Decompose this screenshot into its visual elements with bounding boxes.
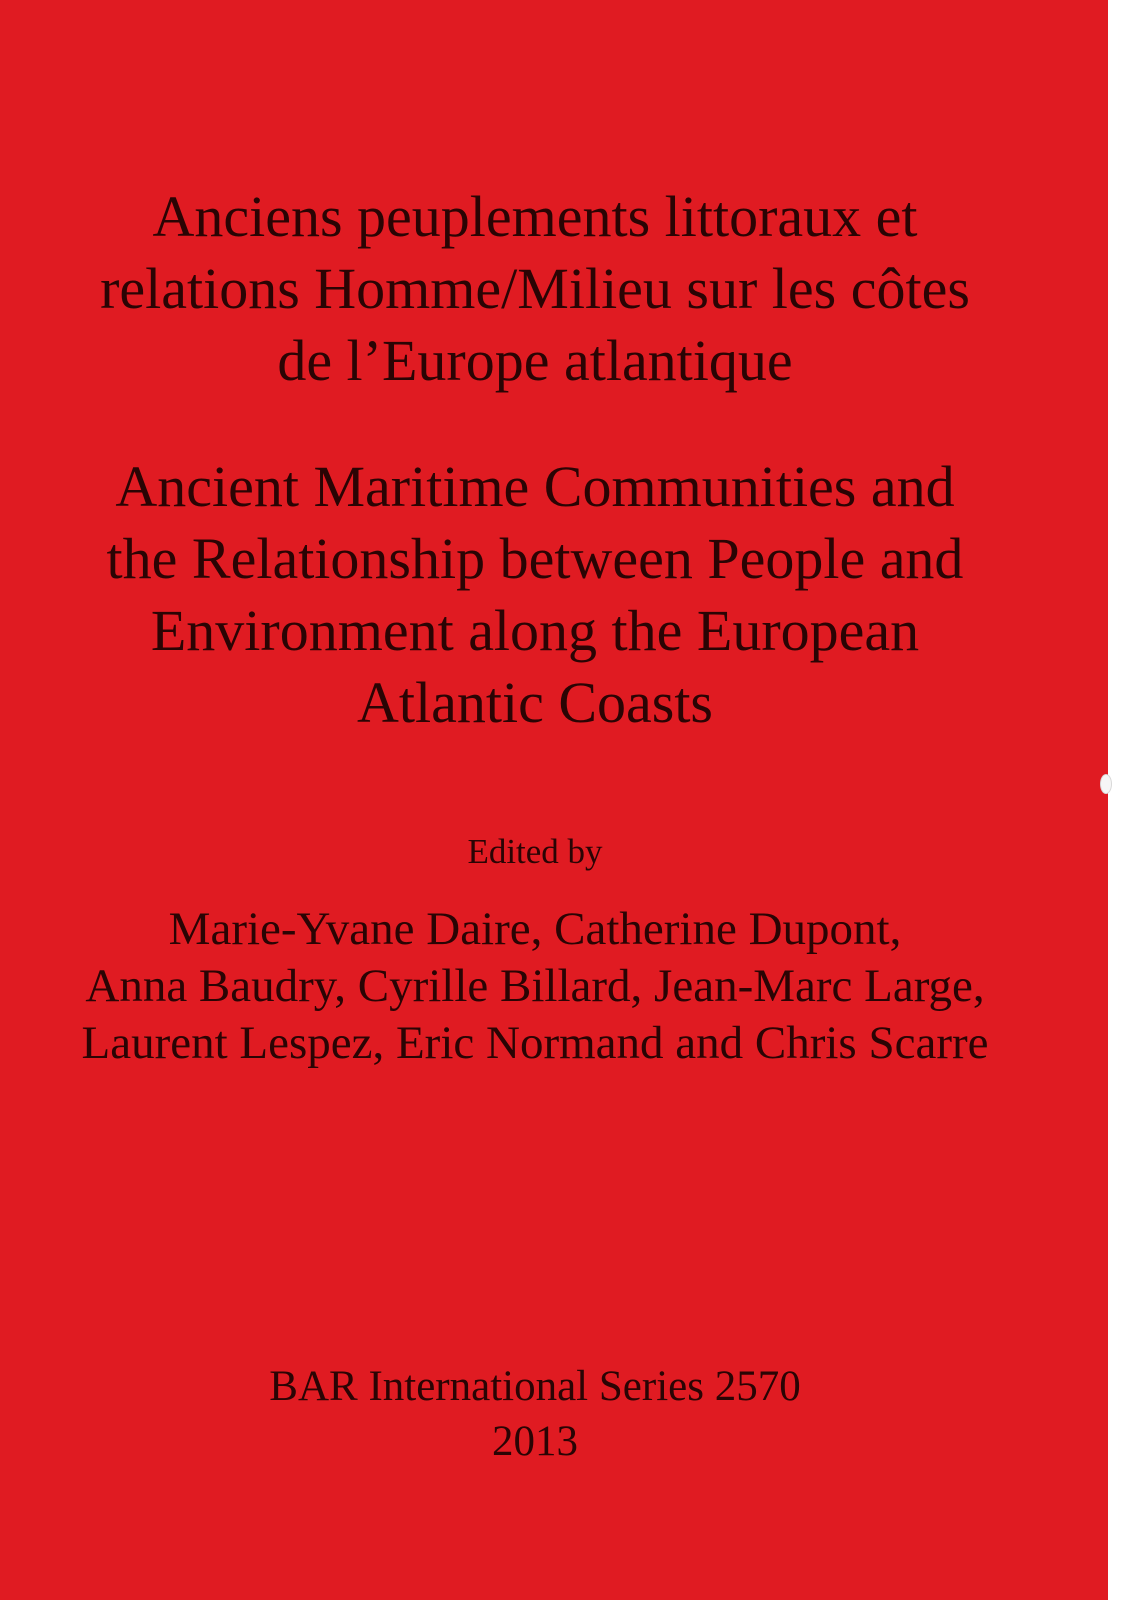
english-title-line: Environment along the European — [150, 598, 920, 663]
french-title — [0, 181, 1070, 397]
french-title-line: relations Homme/Milieu sur les côtes — [100, 256, 970, 321]
english-title — [0, 451, 1070, 739]
english-title-line: Ancient Maritime Communities and — [115, 454, 955, 519]
editors-line: Marie-Yvane Daire, Catherine Dupont, — [168, 903, 902, 955]
series-name: BAR International Series 2570 — [269, 1363, 801, 1410]
editors-line: Laurent Lespez, Eric Normand and Chris Scarre — [81, 1017, 989, 1069]
french-title-line: de l’Europe atlantique — [277, 328, 793, 393]
english-title-line: the Relationship between People and — [106, 526, 964, 591]
french-title-line: Anciens peuplements littoraux et — [152, 184, 918, 249]
publication-year: 2013 — [492, 1418, 578, 1465]
page-edge-mark — [1100, 774, 1112, 794]
editors-line: Anna Baudry, Cyrille Billard, Jean-Marc Large, — [85, 960, 985, 1012]
editors-list — [0, 901, 1070, 1072]
edited-by-label: Edited by — [467, 832, 603, 871]
english-title-line: Atlantic Coasts — [356, 670, 713, 735]
series-info — [0, 1359, 1070, 1469]
